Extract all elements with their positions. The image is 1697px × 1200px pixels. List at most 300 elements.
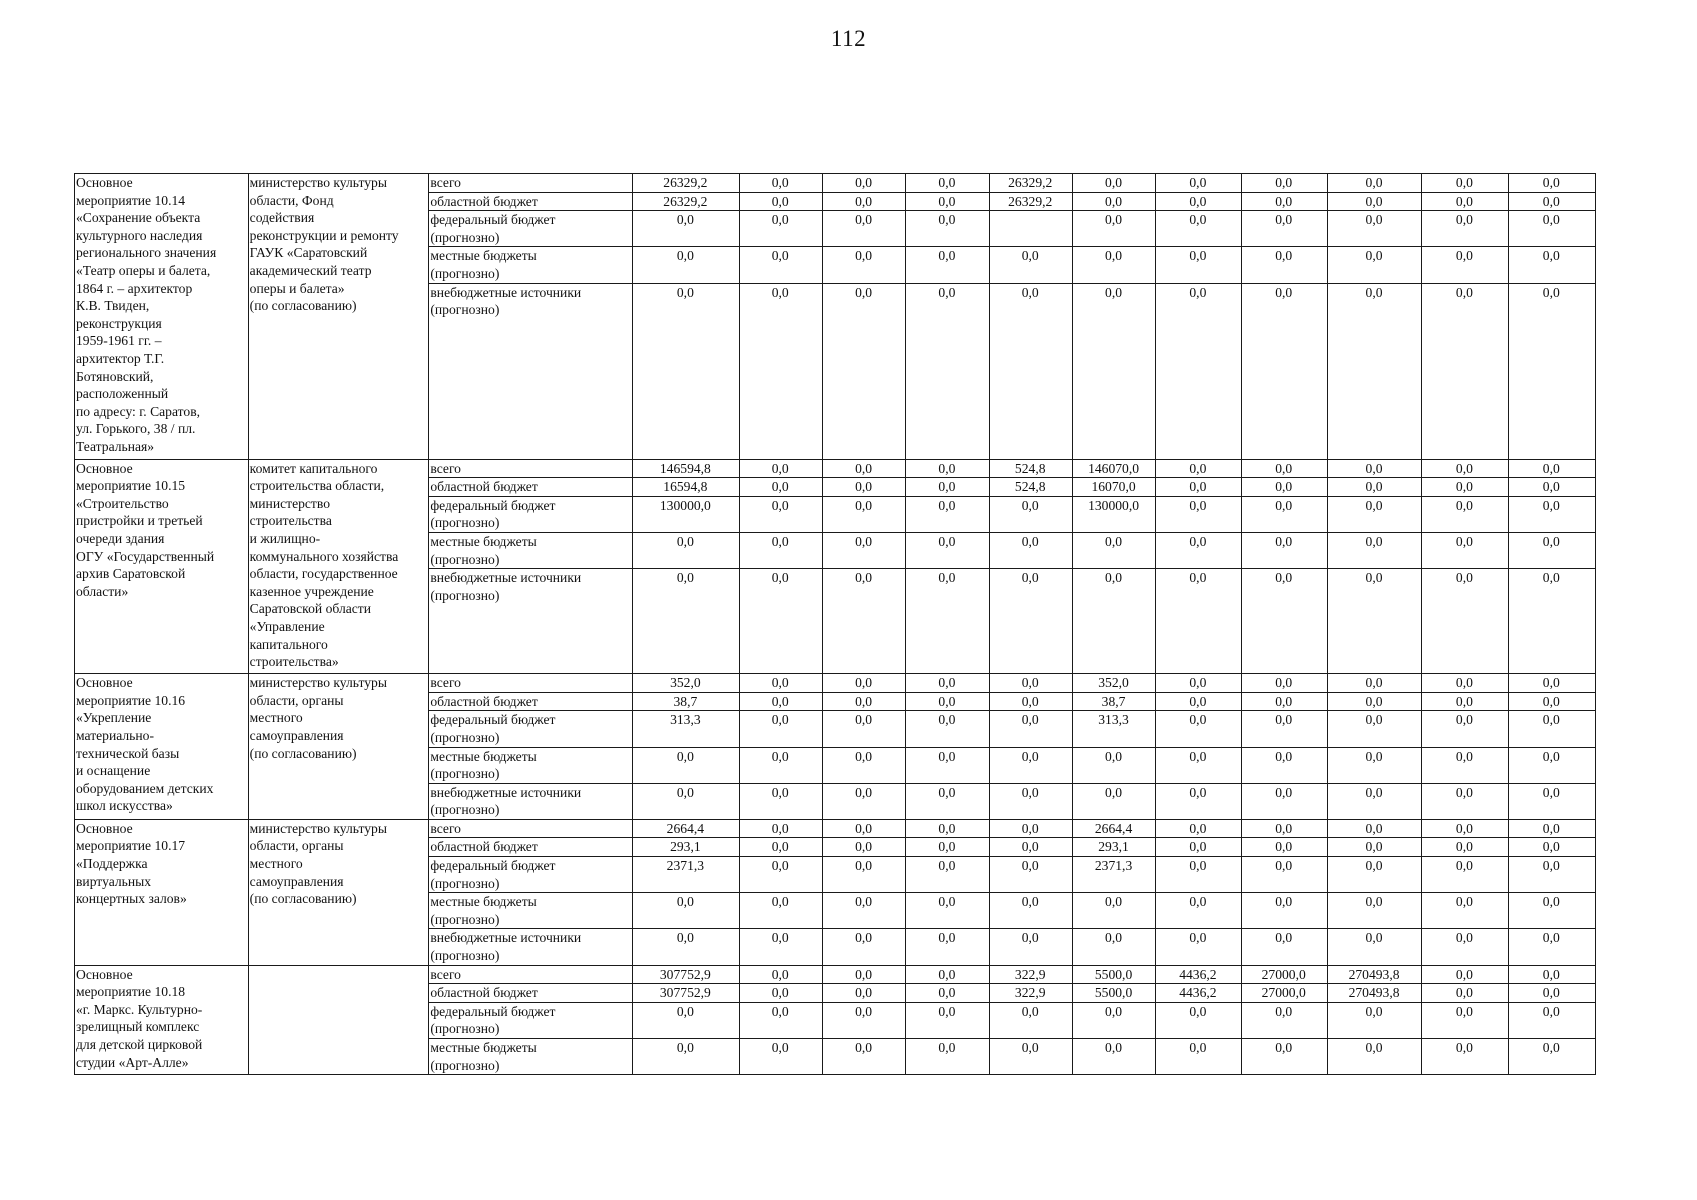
funding-source: федеральный бюджет (прогнозно) xyxy=(429,857,633,893)
amount-cell: 0,0 xyxy=(633,283,739,459)
funding-source: всего xyxy=(429,819,633,838)
amount-cell: 16594,8 xyxy=(633,478,739,497)
amount-cell: 16070,0 xyxy=(1072,478,1155,497)
amount-cell: 38,7 xyxy=(1072,692,1155,711)
amount-cell: 0,0 xyxy=(1156,838,1241,857)
amount-cell: 0,0 xyxy=(989,674,1072,693)
amount-cell: 0,0 xyxy=(1072,747,1155,783)
table-row xyxy=(75,674,1596,693)
amount-cell: 27000,0 xyxy=(1241,984,1327,1003)
amount-cell: 0,0 xyxy=(989,283,1072,459)
amount-cell: 0,0 xyxy=(1156,1002,1241,1038)
amount-cell: 0,0 xyxy=(1241,1039,1327,1075)
amount-cell: 0,0 xyxy=(1508,965,1595,984)
amount-cell: 0,0 xyxy=(633,893,739,929)
amount-cell: 0,0 xyxy=(1422,783,1508,819)
amount-cell: 0,0 xyxy=(1422,692,1508,711)
amount-cell: 0,0 xyxy=(739,192,822,211)
funding-source: областной бюджет xyxy=(429,478,633,497)
amount-cell: 0,0 xyxy=(1241,247,1327,283)
amount-cell: 0,0 xyxy=(633,1002,739,1038)
amount-cell: 0,0 xyxy=(822,838,905,857)
amount-cell: 313,3 xyxy=(633,711,739,747)
funding-source: федеральный бюджет (прогнозно) xyxy=(429,711,633,747)
amount-cell: 0,0 xyxy=(1327,692,1421,711)
amount-cell: 0,0 xyxy=(1241,692,1327,711)
amount-cell: 307752,9 xyxy=(633,984,739,1003)
amount-cell: 0,0 xyxy=(1508,783,1595,819)
amount-cell: 0,0 xyxy=(739,783,822,819)
amount-cell: 0,0 xyxy=(906,857,989,893)
funding-source: всего xyxy=(429,965,633,984)
amount-cell: 2664,4 xyxy=(633,819,739,838)
amount-cell: 0,0 xyxy=(1508,692,1595,711)
amount-cell: 0,0 xyxy=(1072,569,1155,674)
amount-cell: 4436,2 xyxy=(1156,965,1241,984)
amount-cell: 0,0 xyxy=(739,532,822,568)
amount-cell: 0,0 xyxy=(1241,838,1327,857)
amount-cell: 0,0 xyxy=(1422,1002,1508,1038)
amount-cell: 0,0 xyxy=(739,1039,822,1075)
amount-cell: 0,0 xyxy=(906,459,989,478)
amount-cell: 0,0 xyxy=(1327,459,1421,478)
amount-cell: 0,0 xyxy=(1072,929,1155,965)
amount-cell: 0,0 xyxy=(1241,478,1327,497)
amount-cell: 0,0 xyxy=(1422,211,1508,247)
amount-cell: 0,0 xyxy=(822,496,905,532)
amount-cell: 0,0 xyxy=(1508,192,1595,211)
amount-cell: 130000,0 xyxy=(1072,496,1155,532)
amount-cell: 0,0 xyxy=(1156,459,1241,478)
amount-cell: 0,0 xyxy=(1327,283,1421,459)
amount-cell: 0,0 xyxy=(1508,747,1595,783)
funding-source: федеральный бюджет (прогнозно) xyxy=(429,1002,633,1038)
responsible-executor: министерство культуры области, органы местного самоуправления (по согласованию) xyxy=(248,674,429,820)
amount-cell: 0,0 xyxy=(822,819,905,838)
amount-cell: 0,0 xyxy=(906,747,989,783)
amount-cell: 130000,0 xyxy=(633,496,739,532)
amount-cell: 0,0 xyxy=(1422,929,1508,965)
amount-cell: 0,0 xyxy=(1508,532,1595,568)
amount-cell: 0,0 xyxy=(1508,893,1595,929)
amount-cell: 0,0 xyxy=(1422,283,1508,459)
amount-cell: 27000,0 xyxy=(1241,965,1327,984)
amount-cell: 0,0 xyxy=(739,965,822,984)
amount-cell: 0,0 xyxy=(989,929,1072,965)
amount-cell: 0,0 xyxy=(906,838,989,857)
amount-cell: 0,0 xyxy=(739,893,822,929)
amount-cell: 0,0 xyxy=(1327,747,1421,783)
amount-cell: 0,0 xyxy=(1422,838,1508,857)
amount-cell: 0,0 xyxy=(1156,711,1241,747)
amount-cell: 0,0 xyxy=(1422,569,1508,674)
amount-cell: 0,0 xyxy=(739,857,822,893)
amount-cell: 0,0 xyxy=(1422,984,1508,1003)
amount-cell xyxy=(989,211,1072,247)
amount-cell: 0,0 xyxy=(989,569,1072,674)
amount-cell: 0,0 xyxy=(739,247,822,283)
amount-cell: 322,9 xyxy=(989,984,1072,1003)
amount-cell: 0,0 xyxy=(1156,819,1241,838)
amount-cell: 0,0 xyxy=(822,747,905,783)
amount-cell: 0,0 xyxy=(739,1002,822,1038)
amount-cell: 0,0 xyxy=(822,984,905,1003)
amount-cell: 0,0 xyxy=(906,532,989,568)
budget-table xyxy=(74,173,1596,1075)
amount-cell: 0,0 xyxy=(822,459,905,478)
activity-description: Основное мероприятие 10.15 «Строительство пристройки и третьей очереди здания ОГУ «Государственный архив Саратовской области» xyxy=(75,459,249,674)
amount-cell: 0,0 xyxy=(633,211,739,247)
amount-cell: 0,0 xyxy=(1156,569,1241,674)
amount-cell: 0,0 xyxy=(1072,783,1155,819)
amount-cell: 0,0 xyxy=(1422,478,1508,497)
table-row xyxy=(75,965,1596,984)
amount-cell: 0,0 xyxy=(822,965,905,984)
funding-source: местные бюджеты (прогнозно) xyxy=(429,532,633,568)
amount-cell: 0,0 xyxy=(1156,496,1241,532)
amount-cell: 0,0 xyxy=(906,692,989,711)
amount-cell: 0,0 xyxy=(989,496,1072,532)
amount-cell: 0,0 xyxy=(1327,192,1421,211)
amount-cell: 0,0 xyxy=(989,819,1072,838)
amount-cell: 0,0 xyxy=(1156,247,1241,283)
amount-cell: 0,0 xyxy=(739,819,822,838)
amount-cell: 0,0 xyxy=(906,984,989,1003)
amount-cell: 0,0 xyxy=(1241,532,1327,568)
amount-cell: 0,0 xyxy=(1327,893,1421,929)
amount-cell: 26329,2 xyxy=(633,192,739,211)
amount-cell: 0,0 xyxy=(633,1039,739,1075)
amount-cell: 307752,9 xyxy=(633,965,739,984)
funding-source: областной бюджет xyxy=(429,984,633,1003)
amount-cell: 0,0 xyxy=(906,674,989,693)
amount-cell: 0,0 xyxy=(1422,893,1508,929)
amount-cell: 0,0 xyxy=(1327,174,1421,193)
amount-cell: 0,0 xyxy=(1508,1002,1595,1038)
amount-cell: 0,0 xyxy=(633,247,739,283)
funding-source: всего xyxy=(429,459,633,478)
amount-cell: 0,0 xyxy=(989,838,1072,857)
amount-cell: 0,0 xyxy=(906,1039,989,1075)
amount-cell: 0,0 xyxy=(822,211,905,247)
amount-cell: 0,0 xyxy=(1072,211,1155,247)
amount-cell: 0,0 xyxy=(1422,192,1508,211)
amount-cell: 0,0 xyxy=(1508,857,1595,893)
amount-cell: 0,0 xyxy=(1241,211,1327,247)
amount-cell: 0,0 xyxy=(1072,283,1155,459)
amount-cell: 0,0 xyxy=(1508,174,1595,193)
amount-cell: 0,0 xyxy=(1156,478,1241,497)
table-body xyxy=(75,174,1596,1075)
amount-cell: 0,0 xyxy=(1241,783,1327,819)
amount-cell: 0,0 xyxy=(1156,929,1241,965)
amount-cell: 0,0 xyxy=(1508,838,1595,857)
amount-cell: 0,0 xyxy=(633,783,739,819)
amount-cell: 0,0 xyxy=(1327,711,1421,747)
amount-cell: 0,0 xyxy=(1422,1039,1508,1075)
amount-cell: 0,0 xyxy=(1422,532,1508,568)
amount-cell: 0,0 xyxy=(1241,569,1327,674)
amount-cell: 0,0 xyxy=(1508,929,1595,965)
amount-cell: 0,0 xyxy=(1241,819,1327,838)
amount-cell: 352,0 xyxy=(1072,674,1155,693)
funding-source: областной бюджет xyxy=(429,838,633,857)
amount-cell: 0,0 xyxy=(1422,674,1508,693)
amount-cell: 0,0 xyxy=(1241,857,1327,893)
amount-cell: 0,0 xyxy=(1508,711,1595,747)
amount-cell: 0,0 xyxy=(739,211,822,247)
amount-cell: 0,0 xyxy=(989,1002,1072,1038)
amount-cell: 0,0 xyxy=(822,929,905,965)
amount-cell: 0,0 xyxy=(1422,711,1508,747)
amount-cell: 524,8 xyxy=(989,478,1072,497)
amount-cell: 0,0 xyxy=(1327,247,1421,283)
amount-cell: 5500,0 xyxy=(1072,984,1155,1003)
amount-cell: 0,0 xyxy=(1327,674,1421,693)
amount-cell: 0,0 xyxy=(906,496,989,532)
amount-cell: 0,0 xyxy=(1156,532,1241,568)
amount-cell: 313,3 xyxy=(1072,711,1155,747)
amount-cell: 0,0 xyxy=(739,496,822,532)
amount-cell: 0,0 xyxy=(1508,819,1595,838)
amount-cell: 0,0 xyxy=(822,192,905,211)
amount-cell: 0,0 xyxy=(906,783,989,819)
amount-cell: 0,0 xyxy=(1508,211,1595,247)
amount-cell: 0,0 xyxy=(1422,819,1508,838)
funding-source: внебюджетные источники (прогнозно) xyxy=(429,929,633,965)
funding-source: местные бюджеты (прогнозно) xyxy=(429,893,633,929)
amount-cell: 293,1 xyxy=(633,838,739,857)
amount-cell: 0,0 xyxy=(1072,192,1155,211)
amount-cell: 0,0 xyxy=(739,478,822,497)
amount-cell: 0,0 xyxy=(1241,1002,1327,1038)
amount-cell: 38,7 xyxy=(633,692,739,711)
amount-cell: 0,0 xyxy=(739,674,822,693)
amount-cell: 0,0 xyxy=(989,783,1072,819)
amount-cell: 0,0 xyxy=(1241,893,1327,929)
amount-cell: 0,0 xyxy=(739,838,822,857)
amount-cell: 0,0 xyxy=(1072,893,1155,929)
amount-cell: 0,0 xyxy=(1508,247,1595,283)
amount-cell: 2371,3 xyxy=(1072,857,1155,893)
responsible-executor: министерство культуры области, органы местного самоуправления (по согласованию) xyxy=(248,819,429,965)
amount-cell: 0,0 xyxy=(739,984,822,1003)
amount-cell: 270493,8 xyxy=(1327,984,1421,1003)
amount-cell: 0,0 xyxy=(906,819,989,838)
amount-cell: 0,0 xyxy=(1156,893,1241,929)
amount-cell: 0,0 xyxy=(1241,459,1327,478)
amount-cell: 0,0 xyxy=(1241,174,1327,193)
amount-cell: 0,0 xyxy=(1422,857,1508,893)
amount-cell: 0,0 xyxy=(906,174,989,193)
amount-cell: 0,0 xyxy=(989,711,1072,747)
funding-source: местные бюджеты (прогнозно) xyxy=(429,1039,633,1075)
amount-cell: 0,0 xyxy=(1327,783,1421,819)
funding-source: местные бюджеты (прогнозно) xyxy=(429,247,633,283)
amount-cell: 0,0 xyxy=(822,893,905,929)
amount-cell: 2664,4 xyxy=(1072,819,1155,838)
amount-cell: 4436,2 xyxy=(1156,984,1241,1003)
amount-cell: 0,0 xyxy=(1156,692,1241,711)
amount-cell: 0,0 xyxy=(633,747,739,783)
amount-cell: 0,0 xyxy=(1072,532,1155,568)
amount-cell: 293,1 xyxy=(1072,838,1155,857)
table-row xyxy=(75,174,1596,193)
table-row xyxy=(75,459,1596,478)
amount-cell: 5500,0 xyxy=(1072,965,1155,984)
amount-cell: 0,0 xyxy=(906,247,989,283)
amount-cell: 0,0 xyxy=(739,283,822,459)
amount-cell: 0,0 xyxy=(989,1039,1072,1075)
amount-cell: 0,0 xyxy=(1508,569,1595,674)
amount-cell: 0,0 xyxy=(906,569,989,674)
funding-source: федеральный бюджет (прогнозно) xyxy=(429,211,633,247)
amount-cell: 0,0 xyxy=(989,532,1072,568)
amount-cell: 0,0 xyxy=(1072,174,1155,193)
amount-cell: 0,0 xyxy=(1327,929,1421,965)
funding-source: всего xyxy=(429,674,633,693)
amount-cell: 0,0 xyxy=(739,747,822,783)
funding-source: областной бюджет xyxy=(429,192,633,211)
amount-cell: 0,0 xyxy=(1156,283,1241,459)
amount-cell: 0,0 xyxy=(989,692,1072,711)
amount-cell: 0,0 xyxy=(1422,965,1508,984)
amount-cell: 0,0 xyxy=(1508,283,1595,459)
funding-source: федеральный бюджет (прогнозно) xyxy=(429,496,633,532)
amount-cell: 0,0 xyxy=(1508,459,1595,478)
amount-cell: 0,0 xyxy=(1508,478,1595,497)
amount-cell: 0,0 xyxy=(822,247,905,283)
amount-cell: 0,0 xyxy=(1156,1039,1241,1075)
amount-cell: 0,0 xyxy=(989,247,1072,283)
amount-cell: 0,0 xyxy=(822,569,905,674)
responsible-executor xyxy=(248,965,429,1075)
amount-cell: 0,0 xyxy=(822,532,905,568)
amount-cell: 0,0 xyxy=(739,569,822,674)
amount-cell: 0,0 xyxy=(822,711,905,747)
amount-cell: 0,0 xyxy=(1422,459,1508,478)
amount-cell: 0,0 xyxy=(633,532,739,568)
amount-cell: 0,0 xyxy=(1422,174,1508,193)
amount-cell: 0,0 xyxy=(1508,674,1595,693)
amount-cell: 0,0 xyxy=(1241,747,1327,783)
activity-description: Основное мероприятие 10.18 «г. Маркс. Культурно- зрелищный комплекс для детской цирковой студии «Арт-Алле» xyxy=(75,965,249,1075)
amount-cell: 0,0 xyxy=(1241,496,1327,532)
amount-cell: 0,0 xyxy=(739,459,822,478)
amount-cell: 0,0 xyxy=(1508,1039,1595,1075)
amount-cell: 146070,0 xyxy=(1072,459,1155,478)
amount-cell: 0,0 xyxy=(1156,674,1241,693)
activity-description: Основное мероприятие 10.14 «Сохранение объекта культурного наследия регионального значения «Театр оперы и балета, 1864 г. – архитектор К.В. Твиден, реконструкция 1959-1961 гг. – архитектор Т.Г. Ботяновский, расположенный по адресу: г. Саратов, ул. Горького, 38 / пл. Театральная» xyxy=(75,174,249,460)
amount-cell: 0,0 xyxy=(1327,1039,1421,1075)
amount-cell: 0,0 xyxy=(1422,496,1508,532)
amount-cell: 352,0 xyxy=(633,674,739,693)
amount-cell: 0,0 xyxy=(1156,747,1241,783)
amount-cell: 0,0 xyxy=(822,857,905,893)
amount-cell: 0,0 xyxy=(822,692,905,711)
amount-cell: 0,0 xyxy=(1072,247,1155,283)
amount-cell: 0,0 xyxy=(906,711,989,747)
funding-source: всего xyxy=(429,174,633,193)
funding-source: местные бюджеты (прогнозно) xyxy=(429,747,633,783)
responsible-executor: министерство культуры области, Фонд содействия реконструкции и ремонту ГАУК «Саратовский академический театр оперы и балета» (по согласованию) xyxy=(248,174,429,460)
amount-cell: 0,0 xyxy=(906,929,989,965)
amount-cell: 0,0 xyxy=(1327,478,1421,497)
amount-cell: 0,0 xyxy=(1156,783,1241,819)
amount-cell: 0,0 xyxy=(822,783,905,819)
amount-cell: 270493,8 xyxy=(1327,965,1421,984)
amount-cell: 0,0 xyxy=(1072,1039,1155,1075)
amount-cell: 0,0 xyxy=(1327,532,1421,568)
table-row xyxy=(75,819,1596,838)
amount-cell: 0,0 xyxy=(739,692,822,711)
amount-cell: 0,0 xyxy=(739,174,822,193)
amount-cell: 0,0 xyxy=(1156,211,1241,247)
amount-cell: 0,0 xyxy=(822,478,905,497)
amount-cell: 0,0 xyxy=(822,1039,905,1075)
amount-cell: 2371,3 xyxy=(633,857,739,893)
amount-cell: 26329,2 xyxy=(633,174,739,193)
funding-source: внебюджетные источники (прогнозно) xyxy=(429,569,633,674)
amount-cell: 0,0 xyxy=(1327,496,1421,532)
amount-cell: 0,0 xyxy=(906,211,989,247)
page-number: 112 xyxy=(830,26,867,51)
amount-cell: 0,0 xyxy=(1422,247,1508,283)
activity-description: Основное мероприятие 10.17 «Поддержка виртуальных концертных залов» xyxy=(75,819,249,965)
amount-cell: 0,0 xyxy=(1241,283,1327,459)
amount-cell: 0,0 xyxy=(989,747,1072,783)
amount-cell: 0,0 xyxy=(1241,711,1327,747)
amount-cell: 0,0 xyxy=(1422,747,1508,783)
amount-cell: 0,0 xyxy=(822,174,905,193)
amount-cell: 0,0 xyxy=(1241,929,1327,965)
amount-cell: 0,0 xyxy=(633,929,739,965)
amount-cell: 0,0 xyxy=(906,893,989,929)
amount-cell: 0,0 xyxy=(1327,838,1421,857)
amount-cell: 146594,8 xyxy=(633,459,739,478)
funding-source: внебюджетные источники (прогнозно) xyxy=(429,283,633,459)
amount-cell: 0,0 xyxy=(1508,496,1595,532)
activity-description: Основное мероприятие 10.16 «Укрепление материально- технической базы и оснащение оборудованием детских школ искусства» xyxy=(75,674,249,820)
amount-cell: 0,0 xyxy=(822,1002,905,1038)
amount-cell: 0,0 xyxy=(739,711,822,747)
amount-cell: 0,0 xyxy=(1156,192,1241,211)
amount-cell: 0,0 xyxy=(1156,857,1241,893)
amount-cell: 26329,2 xyxy=(989,174,1072,193)
responsible-executor: комитет капитального строительства области, министерство строительства и жилищно- коммунального хозяйства области, государственное казенное учреждение Саратовской области «Управление капитального строительства» xyxy=(248,459,429,674)
amount-cell: 0,0 xyxy=(1327,211,1421,247)
amount-cell: 0,0 xyxy=(989,857,1072,893)
amount-cell: 0,0 xyxy=(989,893,1072,929)
amount-cell: 322,9 xyxy=(989,965,1072,984)
amount-cell: 524,8 xyxy=(989,459,1072,478)
amount-cell: 0,0 xyxy=(1327,569,1421,674)
amount-cell: 0,0 xyxy=(1327,819,1421,838)
amount-cell: 0,0 xyxy=(822,283,905,459)
amount-cell: 0,0 xyxy=(1072,1002,1155,1038)
funding-source: областной бюджет xyxy=(429,692,633,711)
amount-cell: 0,0 xyxy=(1327,1002,1421,1038)
amount-cell: 0,0 xyxy=(739,929,822,965)
amount-cell: 0,0 xyxy=(1327,857,1421,893)
amount-cell: 0,0 xyxy=(906,192,989,211)
amount-cell: 0,0 xyxy=(906,283,989,459)
amount-cell: 0,0 xyxy=(1241,674,1327,693)
amount-cell: 0,0 xyxy=(1241,192,1327,211)
funding-source: внебюджетные источники (прогнозно) xyxy=(429,783,633,819)
amount-cell: 0,0 xyxy=(906,478,989,497)
amount-cell: 26329,2 xyxy=(989,192,1072,211)
